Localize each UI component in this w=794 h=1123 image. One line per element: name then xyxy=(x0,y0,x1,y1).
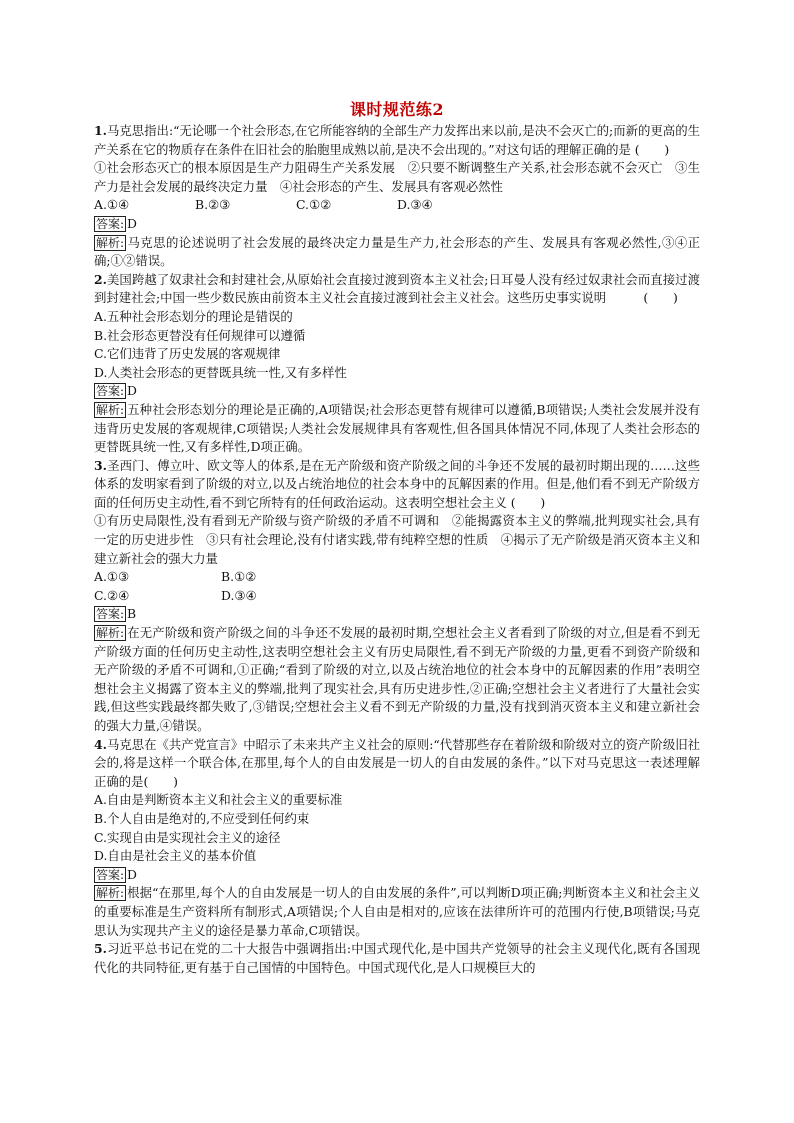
question-1 xyxy=(94,122,700,271)
analysis-block xyxy=(94,401,700,457)
question-text: 马克思在《共产党宣言》中昭示了未来共产主义社会的原则:“代替那些存在着阶级和阶级对立的资产阶级旧社会的,将是这样一个联合体,在那里,每个人的自由发展是一切人的自由发展的条件。”以下对马克思这一表述理解正确的是( ) xyxy=(94,736,700,789)
question-number: 1. xyxy=(94,123,107,138)
analysis-block xyxy=(94,884,700,940)
question-stem xyxy=(94,940,700,977)
option-d: D.人类社会形态的更替既具统一性,又有多样性 xyxy=(94,364,347,380)
question-statements: ①有历史局限性,没有看到无产阶级与资产阶级的矛盾不可调和 ②能揭露资本主义的弊端,批判现实社会,具有一定的历史进步性 ③只有社会理论,没有付诸实践,带有纯粹空想的性质 ④揭示了无产阶级是消灭资本主义和建立新社会的强大力量 xyxy=(94,513,700,566)
question-stem xyxy=(94,122,700,159)
analysis-text: 在无产阶级和资产阶级之间的斗争还不发展的最初时期,空想社会主义者看到了阶级的对立,但是看不到无产阶级方面的任何历史主动性,这表明空想社会主义有历史局限性,看不到无产阶级的力量,更看不到资产阶级和无产阶级的矛盾不可调和,①正确;“看到了阶级的对立,以及占统治地位的社会本身中的瓦解因素的作用”表明空想社会主义揭露了资本主义的弊端,批判了现实社会,具有历史进步性,②正确;空想社会主义者进行了大量社会实践,但这些实践最终都失败了,③错误;空想社会主义看不到无产阶级的力量,没有找到消灭资本主义和建立新社会的强大力量,④错误。 xyxy=(94,625,700,733)
document-page xyxy=(94,100,700,977)
option-b: B.个人自由是绝对的,不应受到任何约束 xyxy=(94,810,310,826)
answer-line xyxy=(94,382,700,401)
option-d: D.③④ xyxy=(397,197,433,213)
option-row xyxy=(94,587,700,606)
answer-value: D xyxy=(127,866,137,882)
answer-value: D xyxy=(127,215,137,231)
answer-value: D xyxy=(127,383,137,399)
analysis-text: 根据“在那里,每个人的自由发展是一切人的自由发展的条件”,可以判断D项正确;判断资本主义和社会主义的重要标准是生产资料所有制形式,A项错误;个人自由是相对的,应该在法律所许可的范围内行使,B项错误;马克思认为实现共产主义的途径是暴力革命,C项错误。 xyxy=(94,885,700,938)
option-a: A.五种社会形态划分的理论是错误的 xyxy=(94,308,293,324)
question-stem xyxy=(94,457,700,513)
question-2 xyxy=(94,271,700,457)
question-text: 马克思指出:“无论哪一个社会形态,在它所能容纳的全部生产力发挥出来以前,是决不会灭亡的;而新的更高的生产关系在它的物质存在条件在旧社会的胎胞里成熟以前,是决不会出现的。”对这句话的理解正确的是 ( ) xyxy=(94,123,700,157)
question-statements: ①社会形态灭亡的根本原因是生产力阻碍生产关系发展 ②只要不断调整生产关系,社会形态就不会灭亡 ③生产力是社会发展的最终决定力量 ④社会形态的产生、发展具有客观必然性 xyxy=(94,160,700,194)
option-row xyxy=(94,196,700,215)
question-stem xyxy=(94,736,700,792)
analysis-label: 解析: xyxy=(96,235,125,250)
option-d: D.自由是社会主义的基本价值 xyxy=(94,848,257,864)
option-b: B.社会形态更替没有任何规律可以遵循 xyxy=(94,327,306,343)
question-text: 美国跨越了奴隶社会和封建社会,从原始社会直接过渡到资本主义社会;日耳曼人没有经过奴隶社会而直接过渡到封建社会;中国一些少数民族由前资本主义社会直接过渡到社会主义社会。这些历史事实说明 ( ) xyxy=(94,271,700,306)
answer-line xyxy=(94,866,700,885)
option-b: B.①② xyxy=(221,569,257,585)
option-c: C.它们违背了历史发展的客观规律 xyxy=(94,346,281,362)
question-text: 圣西门、傅立叶、欧文等人的体系,是在无产阶级和资产阶级之间的斗争还不发展的最初时期出现的……这些体系的发明家看到了阶级的对立,以及占统治地位的社会本身中的瓦解因素的作用。但是,他们看不到无产阶级方面的任何历史主动性,看不到它所特有的任何政治运动。这表明空想社会主义 ( ) xyxy=(94,457,700,510)
option-a: A.自由是判断资本主义和社会主义的重要标准 xyxy=(94,792,343,808)
analysis-label: 解析: xyxy=(96,626,125,641)
answer-label: 答案: xyxy=(96,216,125,231)
analysis-label: 解析: xyxy=(96,402,125,417)
option-c: C.②④ xyxy=(94,587,130,603)
question-5 xyxy=(94,940,700,977)
option-row xyxy=(94,568,700,587)
option-a: A.①③ xyxy=(94,569,130,585)
analysis-block xyxy=(94,234,700,271)
question-3 xyxy=(94,457,700,736)
answer-line xyxy=(94,605,700,624)
option-c: C.①② xyxy=(296,197,332,213)
answer-label: 答案: xyxy=(96,867,125,882)
question-number: 4. xyxy=(94,736,107,752)
question-stem xyxy=(94,271,700,308)
option-d: D.③④ xyxy=(221,587,257,603)
option-b: B.②③ xyxy=(195,197,231,213)
answer-label: 答案: xyxy=(96,607,125,622)
analysis-text: 马克思的论述说明了社会发展的最终决定力量是生产力,社会形态的产生、发展具有客观必然性,③④正确;①②错误。 xyxy=(94,234,700,269)
analysis-text: 五种社会形态划分的理论是正确的,A项错误;社会形态更替有规律可以遵循,B项错误;人类社会发展并没有违背历史发展的客观规律,C项错误;人类社会发展规律具有客观性,但各国具体情况不同,体现了人类社会形态的更替既具统一性,又有多样性,D项正确。 xyxy=(94,401,700,455)
answer-value: B xyxy=(127,606,137,622)
answer-line xyxy=(94,215,700,234)
analysis-label: 解析: xyxy=(96,886,125,901)
page-title: 课时规范练2 xyxy=(349,100,445,119)
question-number: 3. xyxy=(94,457,107,473)
question-number: 5. xyxy=(94,941,107,957)
question-text: 习近平总书记在党的二十大报告中强调指出:中国式现代化,是中国共产党领导的社会主义现代化,既有各国现代化的共同特征,更有基于自己国情的中国特色。中国式现代化,是人口规模巨大的 xyxy=(94,941,700,975)
question-number: 2. xyxy=(94,271,107,287)
option-a: A.①④ xyxy=(94,197,130,213)
question-4 xyxy=(94,736,700,941)
analysis-block xyxy=(94,624,700,736)
answer-label: 答案: xyxy=(96,384,125,399)
option-c: C.实现自由是实现社会主义的途径 xyxy=(94,829,281,845)
